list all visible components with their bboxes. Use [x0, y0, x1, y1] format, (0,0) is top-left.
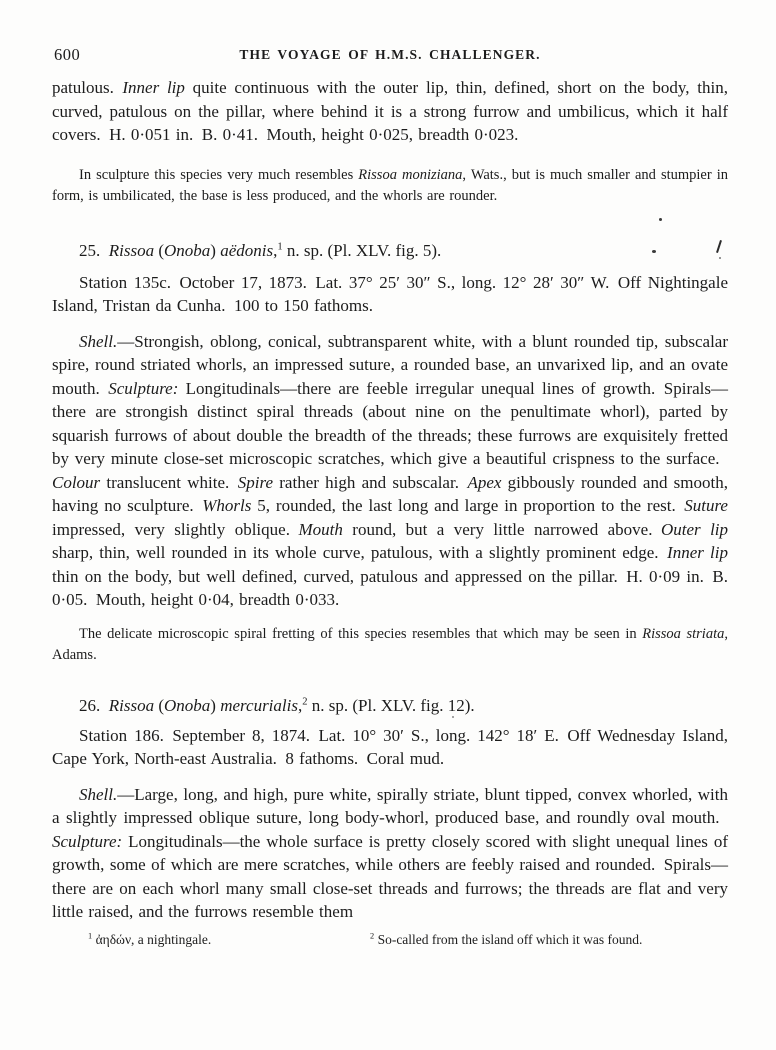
- scan-speck: [652, 250, 656, 253]
- page-number: 600: [54, 45, 81, 64]
- scan-speck: [659, 218, 662, 221]
- shell-description-mercurialis: Shell.—Large, long, and high, pure white, spirally striate, blunt tipped, convex whorled, with a slightly impressed oblique suture, long body-whorl, produced base, and roundly oval mouth. Sculpture: Longitudinals—the whole surface is pretty closely scored with slight unequal lines of growth, some of which are mere scratches, while others are feebly raised and rounded. Spirals—there are on each whorl many small close-set threads and furrows; the threads are flat and very little raised, and the furrows resemble them: [52, 784, 728, 921]
- footnote-1: $^1$ ἀηδών, a nightingale.: [88, 931, 212, 947]
- note-paragraph-striata: The delicate microscopic spiral fretting of this species resembles that which may be seen in Rissoa striata, Adams.: [52, 625, 728, 663]
- species-heading-25: 25. Rissoa (Onoba) aëdonis,$^1$ n. sp. (Pl. XLV. fig. 5).: [79, 240, 442, 260]
- scan-speck: [719, 257, 721, 259]
- footnotes: [52, 932, 728, 954]
- station-paragraph-135c: Station 135c. October 17, 1873. Lat. 37° 25′ 30″ S., long. 12° 28′ 30″ W. Off Nightingale Island, Tristan da Cunha. 100 to 150 fathoms.: [52, 272, 728, 315]
- paragraph-continuation: patulous. Inner lip quite continuous with the outer lip, thin, defined, short on the body, thin, curved, patulous on the pillar, where behind it is a strong furrow and umbilicus, which it half covers. H. 0·051 in. B. 0·41. Mouth, height 0·025, breadth 0·023.: [52, 78, 728, 144]
- scan-speck: [452, 716, 454, 718]
- station-paragraph-186: Station 186. September 8, 1874. Lat. 10° 30′ S., long. 142° 18′ E. Off Wednesday Island, Cape York, North-east Australia. 8 fathoms. Coral mud.: [52, 725, 728, 768]
- running-title: THE VOYAGE OF H.M.S. CHALLENGER.: [239, 47, 541, 62]
- footnote-2: $^2$ So-called from the island off which it was found.: [370, 931, 643, 947]
- page-header: [52, 45, 728, 67]
- shell-description-aedonis: Shell.—Strongish, oblong, conical, subtransparent white, with a blunt rounded tip, subscalar spire, round striated whorls, an impressed suture, a rounded base, an unvarixed lip, and an ovate mouth. Sculpture: Longitudinals—there are feeble irregular unequal lines of growth. Spirals—there are strongish distinct spiral threads (about nine on the penultimate whorl), parted by squarish furrows of about double the breadth of the threads; these furrows are exquisitely fretted by very minute close-set microscopic scratches, which give a beautiful crispness to the surface. Colour translucent white. Spire rather high and subscalar. Apex gibbously rounded and smooth, having no sculpture. Whorls 5, rounded, the last long and large in proportion to the rest. Suture impressed, very slightly oblique. Mouth round, but a very little narrowed above. Outer lip sharp, thin, well rounded in its whole curve, patulous, with a slightly prominent edge. Inner lip thin on the body, but well defined, curved, patulous and appressed on the pillar. H. 0·09 in. B. 0·05. Mouth, height 0·04, breadth 0·033.: [52, 331, 729, 609]
- text-block: [52, 76, 728, 954]
- note-paragraph-moniziana: In sculpture this species very much resembles Rissoa moniziana, Wats., but is much smaller and stumpier in form, is umbilicated, the base is less produced, and the whorls are rounder.: [52, 166, 729, 204]
- species-heading-26: 26. Rissoa (Onoba) mercurialis,$^2$ n. sp. (Pl. XLV. fig. 12).: [79, 695, 475, 715]
